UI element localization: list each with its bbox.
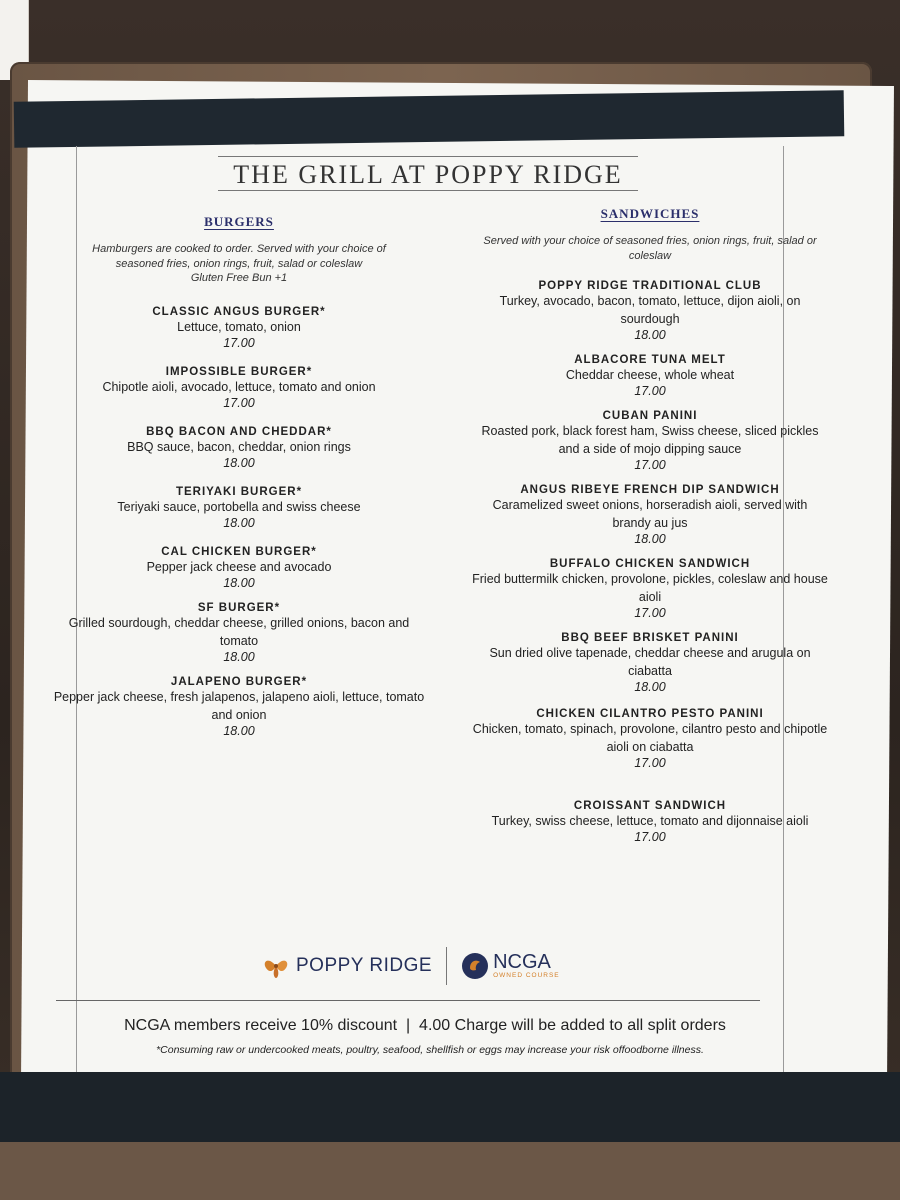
burger-list xyxy=(20,306,458,738)
burger-item-description: Teriyaki sauce, portobella and swiss cheese xyxy=(117,500,361,514)
sandwich-item-name: BBQ BEEF BRISKET PANINI xyxy=(561,632,739,644)
sandwich-item xyxy=(440,410,860,472)
burger-item-description: Chipotle aioli, avocado, lettuce, tomato and onion xyxy=(102,380,376,394)
ncga-logo-subtext: OWNED COURSE xyxy=(493,972,560,980)
sandwich-item-description: Caramelized sweet onions, horseradish aioli, served with brandy au jus xyxy=(492,498,808,530)
burger-item xyxy=(20,426,458,470)
burger-item-price: 18.00 xyxy=(223,576,255,590)
sandwich-item xyxy=(440,708,860,770)
burger-item-price: 18.00 xyxy=(223,456,255,470)
burger-item-name: SF BURGER* xyxy=(197,602,281,614)
sandwich-item xyxy=(440,280,860,342)
poppy-ridge-logo xyxy=(262,954,432,978)
burger-item-description: BBQ sauce, bacon, cheddar, onion rings xyxy=(127,440,351,454)
ncga-emblem-icon xyxy=(461,952,489,980)
burger-item-name: CLASSIC ANGUS BURGER* xyxy=(152,306,326,318)
burger-item-description: Pepper jack cheese, fresh jalapenos, jalapeno aioli, lettuce, tomato and onion xyxy=(53,690,425,722)
sandwich-item-price: 18.00 xyxy=(634,680,666,694)
sandwich-item-description: Cheddar cheese, whole wheat xyxy=(565,368,735,382)
footer-rule xyxy=(56,1000,760,1001)
sandwich-item-price: 17.00 xyxy=(634,756,666,770)
logo-divider xyxy=(446,947,447,985)
sandwich-item-price: 18.00 xyxy=(634,328,666,342)
burger-item-price: 17.00 xyxy=(223,336,255,350)
burgers-column xyxy=(20,214,458,738)
burger-item-name: TERIYAKI BURGER* xyxy=(175,486,303,498)
sandwich-item-name: CUBAN PANINI xyxy=(602,410,698,422)
burger-item xyxy=(20,366,458,410)
sandwich-item-description: Roasted pork, black forest ham, Swiss cheese, sliced pickles and a side of mojo dipping sauce xyxy=(481,424,819,456)
sandwich-item-name: POPPY RIDGE TRADITIONAL CLUB xyxy=(538,280,762,292)
sandwich-item-price: 17.00 xyxy=(634,458,666,472)
sandwich-item-price: 17.00 xyxy=(634,606,666,620)
sandwich-item-price: 17.00 xyxy=(634,830,666,844)
burgers-heading: BURGERS xyxy=(204,214,274,229)
ncga-logo xyxy=(461,952,560,980)
sandwich-item-description: Fried buttermilk chicken, provolone, pickles, coleslaw and house aioli xyxy=(472,572,828,604)
menu-title: THE GRILL AT POPPY RIDGE xyxy=(233,160,623,189)
burger-item-name: BBQ BACON AND CHEDDAR* xyxy=(146,426,332,438)
burger-item xyxy=(20,306,458,350)
sandwich-item-name: ALBACORE TUNA MELT xyxy=(574,354,726,366)
sandwich-item-description: Turkey, avocado, bacon, tomato, lettuce, dijon aioli, on sourdough xyxy=(499,294,801,326)
sandwich-item xyxy=(440,632,860,694)
sandwich-item-price: 18.00 xyxy=(634,532,666,546)
gluten-free-note: Gluten Free Bun +1 xyxy=(190,272,288,284)
burger-item-description: Grilled sourdough, cheddar cheese, grilled onions, bacon and tomato xyxy=(68,616,410,648)
sandwich-list xyxy=(440,280,860,844)
burgers-intro: Hamburgers are cooked to order. Served with your choice of seasoned fries, onion rings, fruit, salad or coleslaw xyxy=(92,243,386,270)
burger-item-name: JALAPENO BURGER* xyxy=(170,676,308,688)
logo-bar xyxy=(262,946,562,986)
sandwiches-heading: SANDWICHES xyxy=(600,206,700,221)
sandwich-item-price: 17.00 xyxy=(634,384,666,398)
sandwich-item-name: CHICKEN CILANTRO PESTO PANINI xyxy=(536,708,764,720)
discount-note: NCGA members receive 10% discount | 4.00 Charge will be added to all split orders xyxy=(124,1017,726,1034)
burger-item-price: 17.00 xyxy=(223,396,255,410)
poppy-flower-icon xyxy=(262,954,290,978)
sandwich-item-description: Turkey, swiss cheese, lettuce, tomato and dijonnaise aioli xyxy=(491,814,809,828)
burger-item-price: 18.00 xyxy=(223,724,255,738)
sandwich-item xyxy=(440,558,860,620)
burger-item xyxy=(20,486,458,530)
sandwich-item xyxy=(440,354,860,398)
burger-item-description: Lettuce, tomato, onion xyxy=(177,320,301,334)
sandwich-item-name: BUFFALO CHICKEN SANDWICH xyxy=(549,558,751,570)
poppy-ridge-logo-text: POPPY RIDGE xyxy=(296,955,433,976)
sandwiches-column xyxy=(440,206,860,844)
sandwich-item-description: Sun dried olive tapenade, cheddar cheese and arugula on ciabatta xyxy=(489,646,811,678)
sandwich-item-name: ANGUS RIBEYE FRENCH DIP SANDWICH xyxy=(520,484,780,496)
burger-item-price: 18.00 xyxy=(223,650,255,664)
burger-item-name: IMPOSSIBLE BURGER* xyxy=(165,366,313,378)
bottom-strap xyxy=(0,1072,900,1142)
burger-item-description: Pepper jack cheese and avocado xyxy=(146,560,332,574)
burger-item xyxy=(20,676,458,738)
sandwiches-intro: Served with your choice of seasoned fries, onion rings, fruit, salad or coleslaw xyxy=(483,235,817,262)
title-rule-top xyxy=(218,156,638,157)
sandwich-item xyxy=(440,484,860,546)
title-rule-bottom xyxy=(218,190,638,191)
burger-item-name: CAL CHICKEN BURGER* xyxy=(161,546,317,558)
ncga-logo-text: NCGA xyxy=(493,951,551,974)
food-safety-disclaimer: *Consuming raw or undercooked meats, poultry, seafood, shellfish or eggs may increase your risk offoodborne illness. xyxy=(156,1044,704,1056)
sandwich-item-name: CROISSANT SANDWICH xyxy=(573,800,727,812)
burger-item xyxy=(20,602,458,664)
burger-item-price: 18.00 xyxy=(223,516,255,530)
sandwich-item xyxy=(440,800,860,844)
table-edge xyxy=(0,1142,900,1200)
burger-item xyxy=(20,546,458,590)
sandwich-item-description: Chicken, tomato, spinach, provolone, cilantro pesto and chipotle aioli on ciabatta xyxy=(472,722,828,754)
